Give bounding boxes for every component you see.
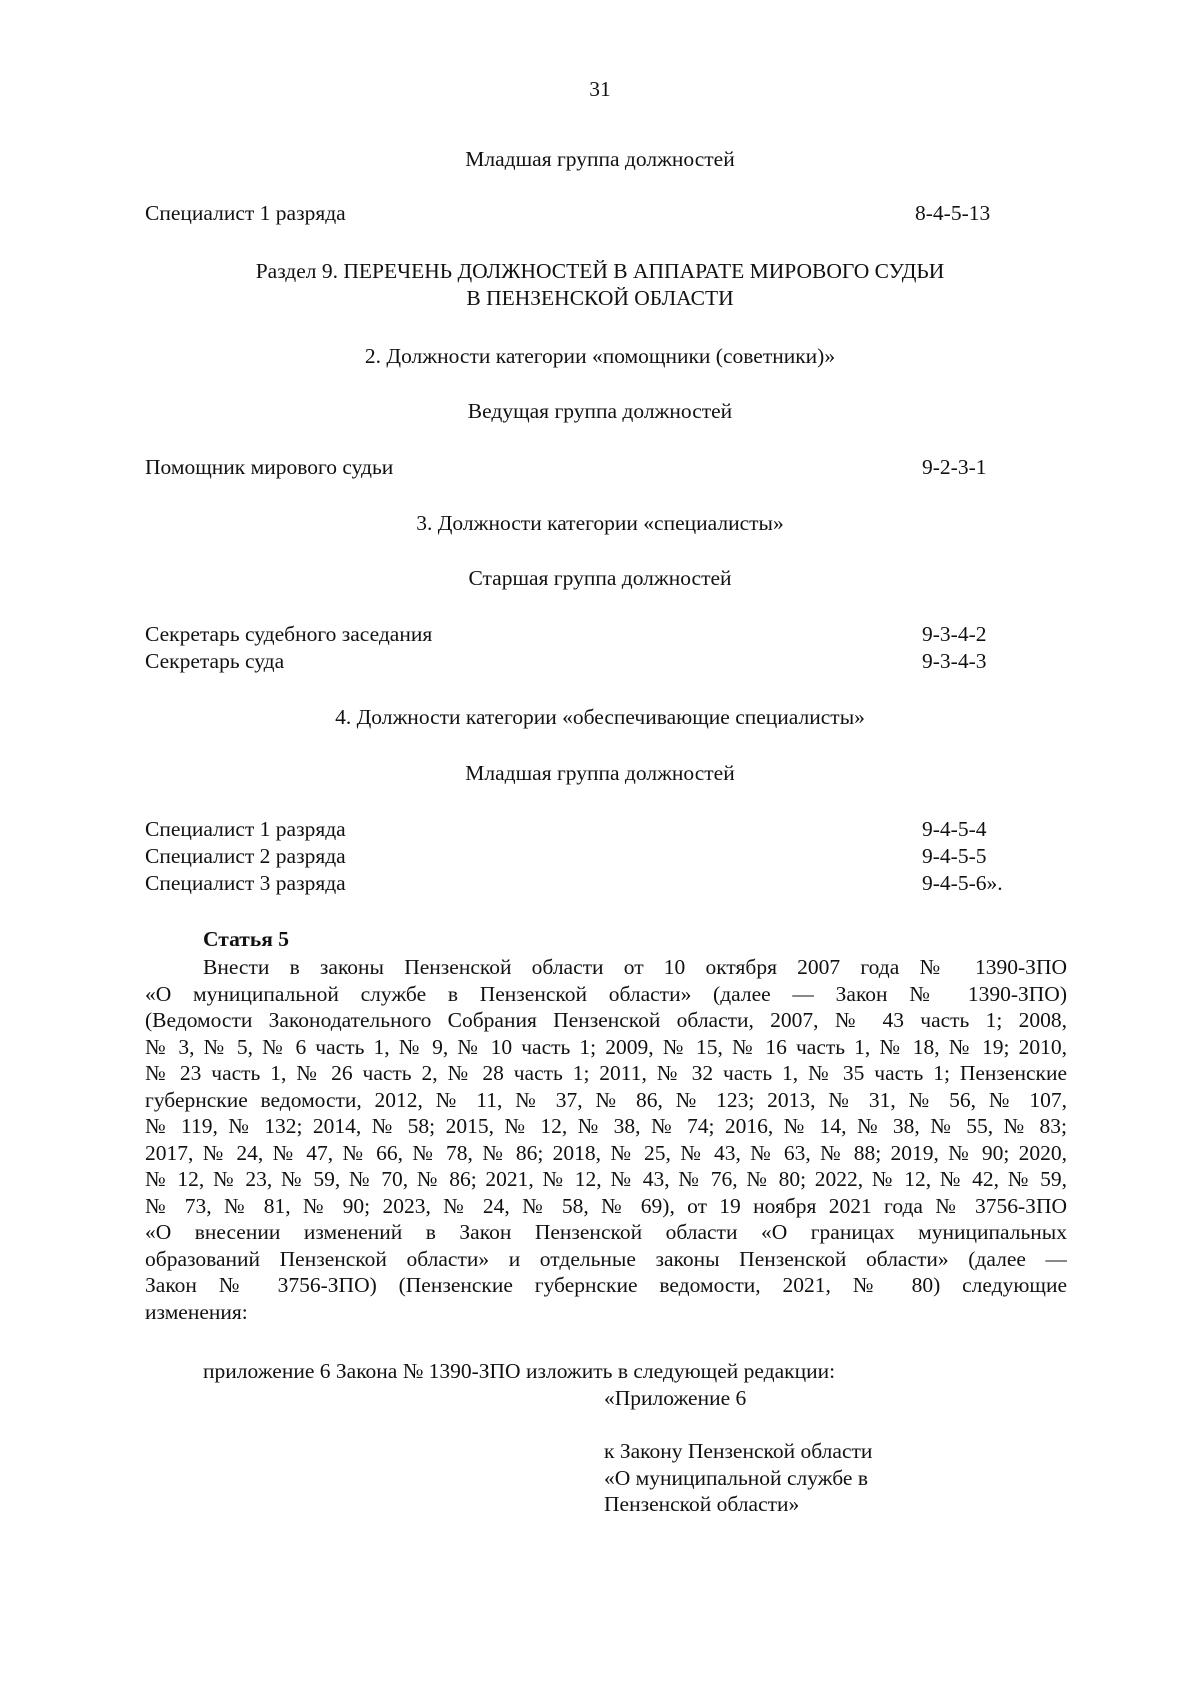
position-code: 9-4-5-6».	[922, 871, 1003, 895]
appendix-line: Пензенской области»	[604, 1492, 800, 1516]
appendix-line: «О муниципальной службе в	[604, 1465, 868, 1490]
position-code: 8-4-5-13	[915, 201, 991, 225]
position-name: Специалист 1 разряда	[145, 817, 346, 841]
position-name: Секретарь суда	[145, 649, 285, 673]
category-2-heading: 2. Должности категории «помощники (советники)»	[364, 344, 836, 368]
group-heading-junior-top: Младшая группа должностей	[465, 147, 735, 171]
article-line: № 23 часть 1, № 26 часть 2, № 28 часть 1; 2011, № 32 часть 1, № 35 часть 1; Пензенские	[145, 1061, 1067, 1085]
category-4-heading: 4. Должности категории «обеспечивающие специалисты»	[335, 705, 865, 729]
article-line: (Ведомости Законодательного Собрания Пензенской области, 2007, № 43 часть 1; 2008,	[145, 1008, 1067, 1032]
position-name: Специалист 2 разряда	[145, 844, 346, 868]
article-line: изменения:	[145, 1299, 248, 1324]
article-line: 2017, № 24, № 47, № 66, № 78, № 86; 2018, № 25, № 43, № 63, № 88; 2019, № 90; 2020,	[145, 1140, 1067, 1165]
position-name: Специалист 1 разряда	[145, 201, 346, 225]
category-4-group: Младшая группа должностей	[465, 761, 735, 785]
position-name: Помощник мирового судьи	[145, 455, 394, 479]
article-line: образований Пензенской области» и отдельные законы Пензенской области» (далее —	[145, 1246, 1067, 1271]
appendix-line: к Закону Пензенской области	[604, 1439, 873, 1463]
article-line: № 119, № 132; 2014, № 58; 2015, № 12, № 38, № 74; 2016, № 14, № 38, № 55, № 83;	[145, 1114, 1067, 1138]
amendment-line: приложение 6 Закона № 1390-ЗПО изложить в следующей редакции:	[203, 1359, 836, 1383]
position-name: Специалист 3 разряда	[145, 871, 346, 895]
article-line: № 73, № 81, № 90; 2023, № 24, № 58, № 69), от 19 ноября 2021 года № 3756-ЗПО	[145, 1193, 1067, 1218]
article-line: губернские ведомости, 2012, № 11, № 37, № 86, № 123; 2013, № 31, № 56, № 107,	[145, 1087, 1067, 1112]
section-title	[0, 258, 1200, 311]
appendix-header	[604, 1385, 872, 1518]
article-line: «О муниципальной службе в Пензенской области» (далее — Закон № 1390-ЗПО)	[145, 981, 1067, 1006]
section-title-line-1: Раздел 9. ПЕРЕЧЕНЬ ДОЛЖНОСТЕЙ В АППАРАТЕ МИРОВОГО СУДЬИ	[255, 259, 945, 283]
category-3-group: Старшая группа должностей	[468, 566, 732, 590]
position-code: 9-4-5-4	[922, 817, 987, 841]
position-code: 9-3-4-2	[922, 622, 987, 646]
section-title-line-2: В ПЕНЗЕНСКОЙ ОБЛАСТИ	[466, 285, 734, 310]
article-line: Закон № 3756-ЗПО) (Пензенские губернские ведомости, 2021, № 80) следующие	[145, 1273, 1067, 1297]
position-code: 9-3-4-3	[922, 649, 987, 673]
position-name: Секретарь судебного заседания	[145, 622, 433, 646]
position-code: 9-2-3-1	[922, 455, 987, 479]
article-heading: Статья 5	[203, 927, 289, 951]
category-3-heading: 3. Должности категории «специалисты»	[416, 511, 784, 535]
article-paragraph	[145, 954, 1067, 1325]
article-line: Внести в законы Пензенской области от 10 октября 2007 года № 1390-ЗПО	[203, 955, 1067, 979]
position-code: 9-4-5-5	[922, 844, 987, 868]
appendix-title: «Приложение 6	[604, 1386, 747, 1410]
category-2-group: Ведущая группа должностей	[467, 399, 733, 423]
article-line: № 12, № 23, № 59, № 70, № 86; 2021, № 12, № 43, № 76, № 80; 2022, № 12, № 42, № 59,	[145, 1167, 1067, 1191]
appendix-spacer	[604, 1412, 872, 1439]
page-number: 31	[589, 77, 611, 101]
article-line: «О внесении изменений в Закон Пензенской области «О границах муниципальных	[145, 1220, 1067, 1244]
article-line: № 3, № 5, № 6 часть 1, № 9, № 10 часть 1; 2009, № 15, № 16 часть 1, № 18, № 19; 2010,	[145, 1034, 1067, 1059]
